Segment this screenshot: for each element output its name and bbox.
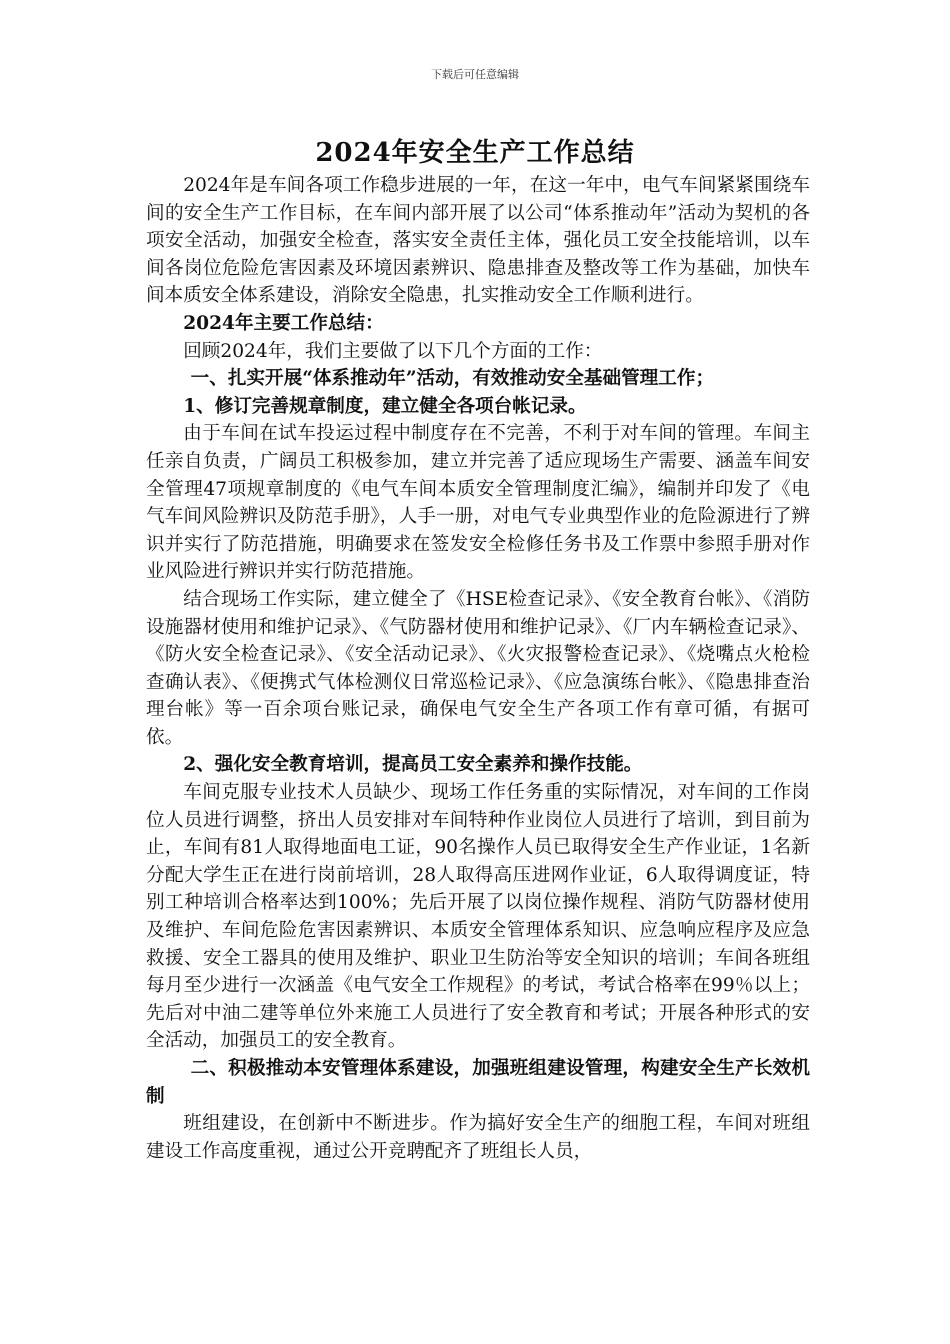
intro-paragraph: 2024年是车间各项工作稳步进展的一年，在这一年中，电气车间紧紧围绕车间的安全生产工作目标，在车间内部开展了以公司“体系推动年”活动为契机的各项安全活动，加强安全检查，落实安全责任主体，强化员工安全技能培训，以车间各岗位危险危害因素及环境因素辨识、隐患排查及整改等工作为基础，加快车间本质安全体系建设，消除安全隐患，扎实推动安全工作顺利进行。 bbox=[146, 175, 810, 307]
subsection-heading-2: 2、强化安全教育培训，提高员工安全素养和操作技能。 bbox=[183, 754, 643, 776]
body-paragraph: 班组建设，在创新中不断进步。作为搞好安全生产的细胞工程，车间对班组建设工作高度重视，通过公开竞聘配齐了班组长人员， bbox=[146, 1113, 810, 1162]
summary-heading: 2024年主要工作总结： bbox=[183, 312, 384, 334]
section-heading-2: 二、积极推动本安管理体系建设，加强班组建设管理，构建安全生产长效机制 bbox=[146, 1058, 810, 1107]
section-heading-1: 一、扎实开展“体系推动年”活动，有效推动安全基础管理工作； bbox=[190, 368, 715, 390]
subsection-heading-1: 1、修订完善规章制度，建立健全各项台帐记录。 bbox=[183, 395, 587, 417]
header-note: 下载后可任意编辑 bbox=[431, 68, 519, 81]
review-paragraph: 回顾2024年，我们主要做了以下几个方面的工作： bbox=[183, 340, 603, 362]
document-title: 2024年安全生产工作总结 bbox=[315, 138, 635, 168]
body-paragraph: 由于车间在试车投运过程中制度存在不完善，不利于对车间的管理。车间主任亲自负责，广阔员工积极参加，建立并完善了适应现场生产需要、涵盖车间安全管理47项规章制度的《电气车间本质安全管理制度汇编》，编制并印发了《电气车间风险辨识及防范手册》，人手一册，对电气专业典型作业的危险源进行了辨识并实行了防范措施，明确要求在签发安全检修任务书及工作票中参照手册对作业风险进行辨识并实行防范措施。 bbox=[146, 423, 810, 583]
body-paragraph: 结合现场工作实际，建立健全了《HSE检查记录》、《安全教育台帐》、《消防设施器材使用和维护记录》、《气防器材使用和维护记录》、《厂内车辆检查记录》、《防火安全检查记录》、《安全活动记录》、《火灾报警检查记录》、《烧嘴点火枪检查确认表》、《便携式气体检测仪日常巡检记录》、《应急演练台帐》、《隐患排查治理台帐》等一百余项台账记录，确保电气安全生产各项工作有章可循，有据可依。 bbox=[146, 588, 810, 748]
document-body bbox=[146, 172, 810, 1165]
body-paragraph: 车间克服专业技术人员缺少、现场工作任务重的实际情况，对车间的工作岗位人员进行调整，挤出人员安排对车间特种作业岗位人员进行了培训，到目前为止，车间有81人取得地面电工证，90名操作人员已取得安全生产作业证，1名新分配大学生正在进行岗前培训，28人取得高压进网作业证，6人取得调度证，特别工种培训合格率达到100%；先后开展了以岗位操作规程、消防气防器材使用及维护、车间危险危害因素辨识、本质安全管理体系知识、应急响应程序及应急救援、安全工器具的使用及维护、职业卫生防治等安全知识的培训；车间各班组每月至少进行一次涵盖《电气安全工作规程》的考试，考试合格率在99％以上；先后对中油二建等单位外来施工人员进行了安全教育和考试；开展各种形式的安全活动，加强员工的安全教育。 bbox=[146, 782, 810, 1052]
